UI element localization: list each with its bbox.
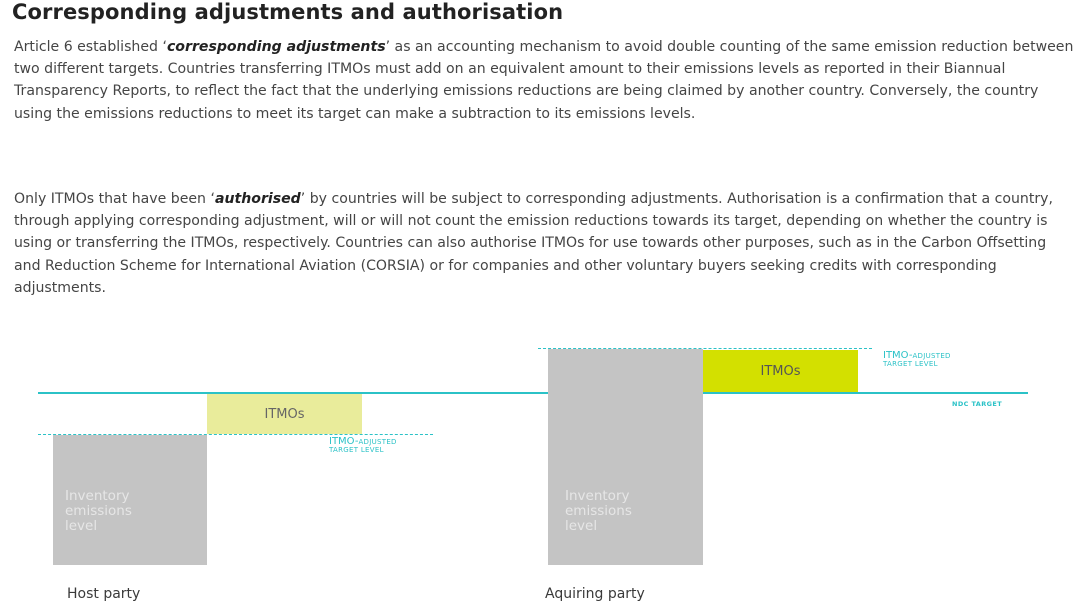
- host-adjusted-note-big: ITMO-: [329, 436, 359, 447]
- paragraph1-post: ’ as an accounting mechanism to avoid double counting of the same emission reduction between two different targets. Countries transferring ITMOs must add on an equivalent amount to their emissions levels as reported in their Biannual Transparency Reports, to reflect the fact that the underlying emissions reductions are being claimed by another country. Conversely, the country using the emissions reductions to meet its target can make a subtraction to its emissions levels.: [14, 39, 1074, 122]
- host-adjusted-note-small1: ADJUSTED: [358, 438, 397, 446]
- paragraph2-post: ’ by countries will be subject to corresponding adjustments. Authorisation is a confirmation that a country, through applying corresponding adjustment, will or will not count the emission reductions towards its target, depending on whether the country is using or transferring the ITMOs, respectively. Countries can also authorise ITMOs for use towards other purposes, such as in the Carbon Offsetting and Reduction Scheme for International Aviation (CORSIA) or for companies and other voluntary buyers seeking credits with corresponding adjustments.: [14, 191, 1053, 296]
- acquiring-inventory-label: [565, 489, 632, 534]
- acquiring-party-label: Aquiring party: [545, 586, 645, 602]
- ndc-target-label: NDC TARGET: [952, 400, 1003, 408]
- itmo-diagram: [0, 330, 1080, 616]
- acquiring-adjusted-note-small1: ADJUSTED: [912, 352, 951, 360]
- host-inventory-label-line2: emissions: [65, 503, 132, 519]
- paragraph2-pre: Only ITMOs that have been ‘: [14, 191, 215, 207]
- paragraph2-emphasis: authorised: [214, 191, 301, 207]
- host-inventory-label: [65, 489, 132, 534]
- host-itmo-label: ITMOs: [264, 406, 305, 422]
- host-adjusted-target-line: [38, 434, 433, 435]
- host-adjusted-target-note: [329, 438, 397, 454]
- host-itmo-block: [207, 394, 362, 434]
- acquiring-adjusted-note-big: ITMO-: [883, 350, 913, 361]
- acquiring-itmo-label: ITMOs: [760, 363, 801, 379]
- acquiring-inventory-label-line1: Inventory: [565, 488, 630, 504]
- acquiring-adjusted-target-line: [538, 348, 872, 349]
- acquiring-inventory-label-line2: emissions: [565, 503, 632, 519]
- acquiring-adjusted-note-small2: TARGET LEVEL: [883, 360, 938, 368]
- acquiring-itmo-block: [703, 350, 858, 392]
- paragraph1-pre: Article 6 established ‘: [14, 39, 167, 55]
- paragraph-authorisation: [14, 188, 1074, 299]
- host-adjusted-note-small2: TARGET LEVEL: [329, 446, 384, 454]
- paragraph-corresponding-adjustments: [14, 36, 1074, 125]
- host-inventory-label-line3: level: [65, 518, 98, 534]
- ndc-target-line: [38, 392, 1028, 394]
- host-party-label: Host party: [67, 586, 141, 602]
- acquiring-inventory-label-line3: level: [565, 518, 598, 534]
- acquiring-adjusted-target-note: [883, 352, 951, 368]
- paragraph1-emphasis: corresponding adjustments: [166, 39, 386, 55]
- section-heading: Corresponding adjustments and authorisation: [12, 0, 564, 24]
- host-inventory-label-line1: Inventory: [65, 488, 130, 504]
